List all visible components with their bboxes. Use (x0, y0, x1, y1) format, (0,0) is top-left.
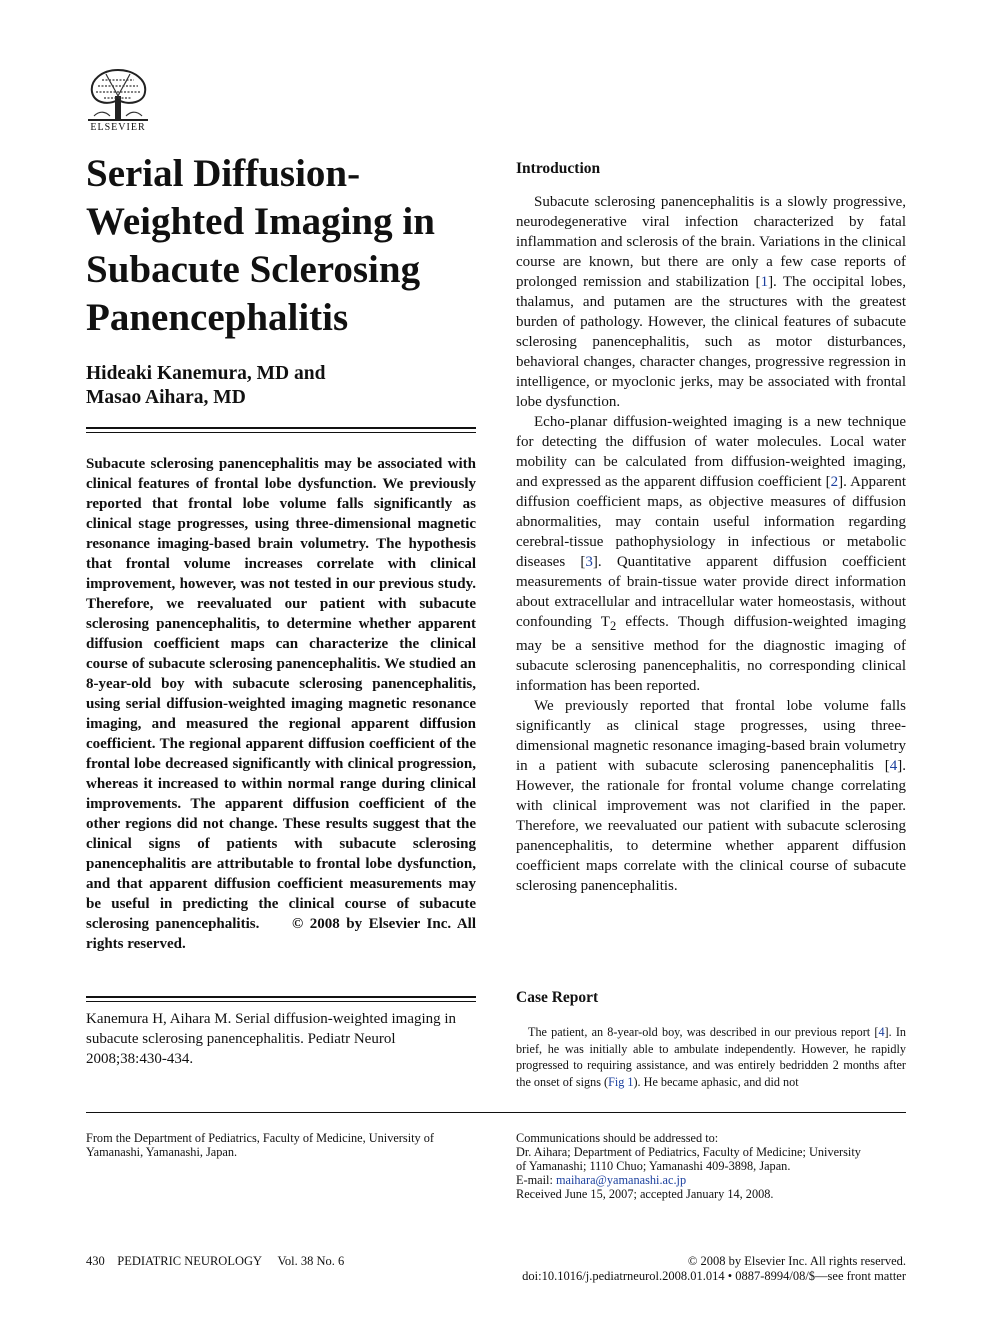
figure-link[interactable]: Fig 1 (608, 1074, 634, 1089)
journal-volume: Vol. 38 No. 6 (277, 1254, 345, 1268)
correspondence-note (516, 1131, 911, 1201)
reference-link[interactable]: 2 (830, 474, 839, 490)
reference-link[interactable]: 4 (878, 1025, 885, 1039)
reference-link[interactable]: 1 (760, 274, 769, 290)
page-footer-right (522, 1254, 906, 1284)
article-title: Serial Diffusion-Weighted Imaging in Subacute Sclerosing Panencephalitis (86, 152, 435, 339)
email-link[interactable]: maihara@yamanashi.ac.jp (555, 1173, 687, 1187)
case-report-body: The patient, an 8-year-old boy, was described in our previous report [4]. In brief, he was initially able to ambulate independently. However, he rapidly progressed to requiring assistance, and was entirely bedridden 2 months after the onset of signs (Fig 1). He became aphasic, and did not (516, 1025, 906, 1089)
citation: Kanemura H, Aihara M. Serial diffusion-weighted imaging in subacute sclerosing panencephalitis. Pediatr Neurol 2008;38:430-434. (86, 1011, 457, 1067)
reference-link[interactable]: 4 (889, 758, 898, 774)
footnote-divider (86, 1112, 906, 1113)
introduction-body (516, 192, 906, 896)
email-line: E-mail: maihara@yamanashi.ac.jp (516, 1173, 687, 1187)
author-list (86, 362, 476, 410)
author-line: Hideaki Kanemura, MD and (86, 363, 326, 384)
publisher-name: ELSEVIER (90, 122, 146, 133)
paragraph: Subacute sclerosing panencephalitis is a slowly progressive, neurodegenerative viral infection characterized by fatal inflammation and sclerosis of the brain. Variations in the clinical course are known, but there are only a few case reports of prolonged remission and stabilization [1]. The occipital lobes, thalamus, and putamen are the structures with the greatest burden of pathology. However, the clinical features of subacute sclerosing panencephalitis, such as motor disturbances, behavioral changes, character changes, progressive regression in intelligence, or myoclonic jerks, may be associated with frontal lobe dysfunction. (516, 194, 906, 410)
journal-name: PEDIATRIC NEUROLOGY (117, 1254, 263, 1268)
received-date: Received June 15, 2007; accepted January 14, 2008. (516, 1187, 774, 1201)
correspondence-line: Communications should be addressed to: (516, 1131, 719, 1145)
section-divider (86, 996, 476, 1002)
doi: doi:10.1016/j.pediatrneurol.2008.01.014 • 0887-8994/08/$—see front matter (522, 1269, 906, 1283)
abstract (86, 454, 476, 954)
page-number: 430 (86, 1254, 105, 1268)
correspondence-line: of Yamanashi; 1110 Chuo; Yamanashi 409-3898, Japan. (516, 1159, 791, 1173)
reference-link[interactable]: 3 (585, 554, 593, 570)
case-report-heading: Case Report (516, 989, 599, 1006)
introduction-heading: Introduction (516, 160, 601, 177)
section-divider (86, 427, 476, 433)
paragraph: Echo-planar diffusion-weighted imaging is a new technique for detecting the diffusion of water molecules. Local water mobility can be calculated from diffusion-weighted imaging, and expressed as the apparent diffusion coefficient [2]. Apparent diffusion coefficient maps, as objective measures of diffusion abnormalities, may contain useful information regarding cerebral-tissue pathophysiology in infectious or metabolic diseases [3]. Quantitative apparent diffusion coefficient measurements of brain-tissue water provide direct information about extracellular and intracellular water homeostasis, without confounding $T_2$ effects. Though diffusion-weighted imaging may be a sensitive method for the diagnostic imaging of subacute sclerosing panencephalitis, no corresponding clinical information has been reported. (516, 414, 906, 694)
page-footer-left (86, 1254, 344, 1269)
correspondence-line: Dr. Aihara; Department of Pediatrics, Faculty of Medicine; University (516, 1145, 861, 1159)
abstract-copyright: © 2008 by Elsevier Inc. All rights reserved. (86, 916, 477, 952)
paragraph: We previously reported that frontal lobe volume falls significantly as clinical stage progresses, using three-dimensional magnetic resonance imaging-based brain volumetry in a patient with subacute sclerosing panencephalitis [4]. However, the rationale for frontal volume change correlating with clinical improvement was not clarified in the paper. Therefore, we reevaluated our patient with subacute sclerosing panencephalitis, to determine whether apparent diffusion coefficient maps correlate with the clinical course of subacute sclerosing panencephalitis. (516, 698, 906, 894)
footer-copyright: © 2008 by Elsevier Inc. All rights reserved. (687, 1254, 906, 1268)
author-line: Masao Aihara, MD (86, 387, 246, 408)
abstract-text: Subacute sclerosing panencephalitis may be associated with clinical features of frontal lobe dysfunction. We previously reported that frontal lobe volume falls significantly as clinical stage progresses, using three-dimensional magnetic resonance imaging-based brain volumetry. The hypothesis that frontal volume increases correlate with clinical improvement, however, was not tested in our previous study. Therefore, we reevaluated our patient with subacute sclerosing panencephalitis, to determine whether apparent diffusion coefficient maps can characterize the clinical course of subacute sclerosing panencephalitis. We studied an 8-year-old boy with subacute sclerosing panencephalitis, using serial diffusion-weighted imaging magnetic resonance imaging, and measured the regional apparent diffusion coefficient. The regional apparent diffusion coefficient of the frontal lobe decreased significantly with clinical progression, whereas it increased to within normal range during clinical improvements. The apparent diffusion coefficient of the other regions did not change. These results suggest that the clinical signs of patients with subacute sclerosing panencephalitis are attributable to frontal lobe dysfunction, and that apparent diffusion coefficient measurements may be useful in predicting the clinical course of subacute sclerosing panencephalitis. (86, 456, 476, 932)
affiliation-note: From the Department of Pediatrics, Faculty of Medicine, University of Yamanashi, Yamanashi, Japan. (86, 1131, 434, 1159)
